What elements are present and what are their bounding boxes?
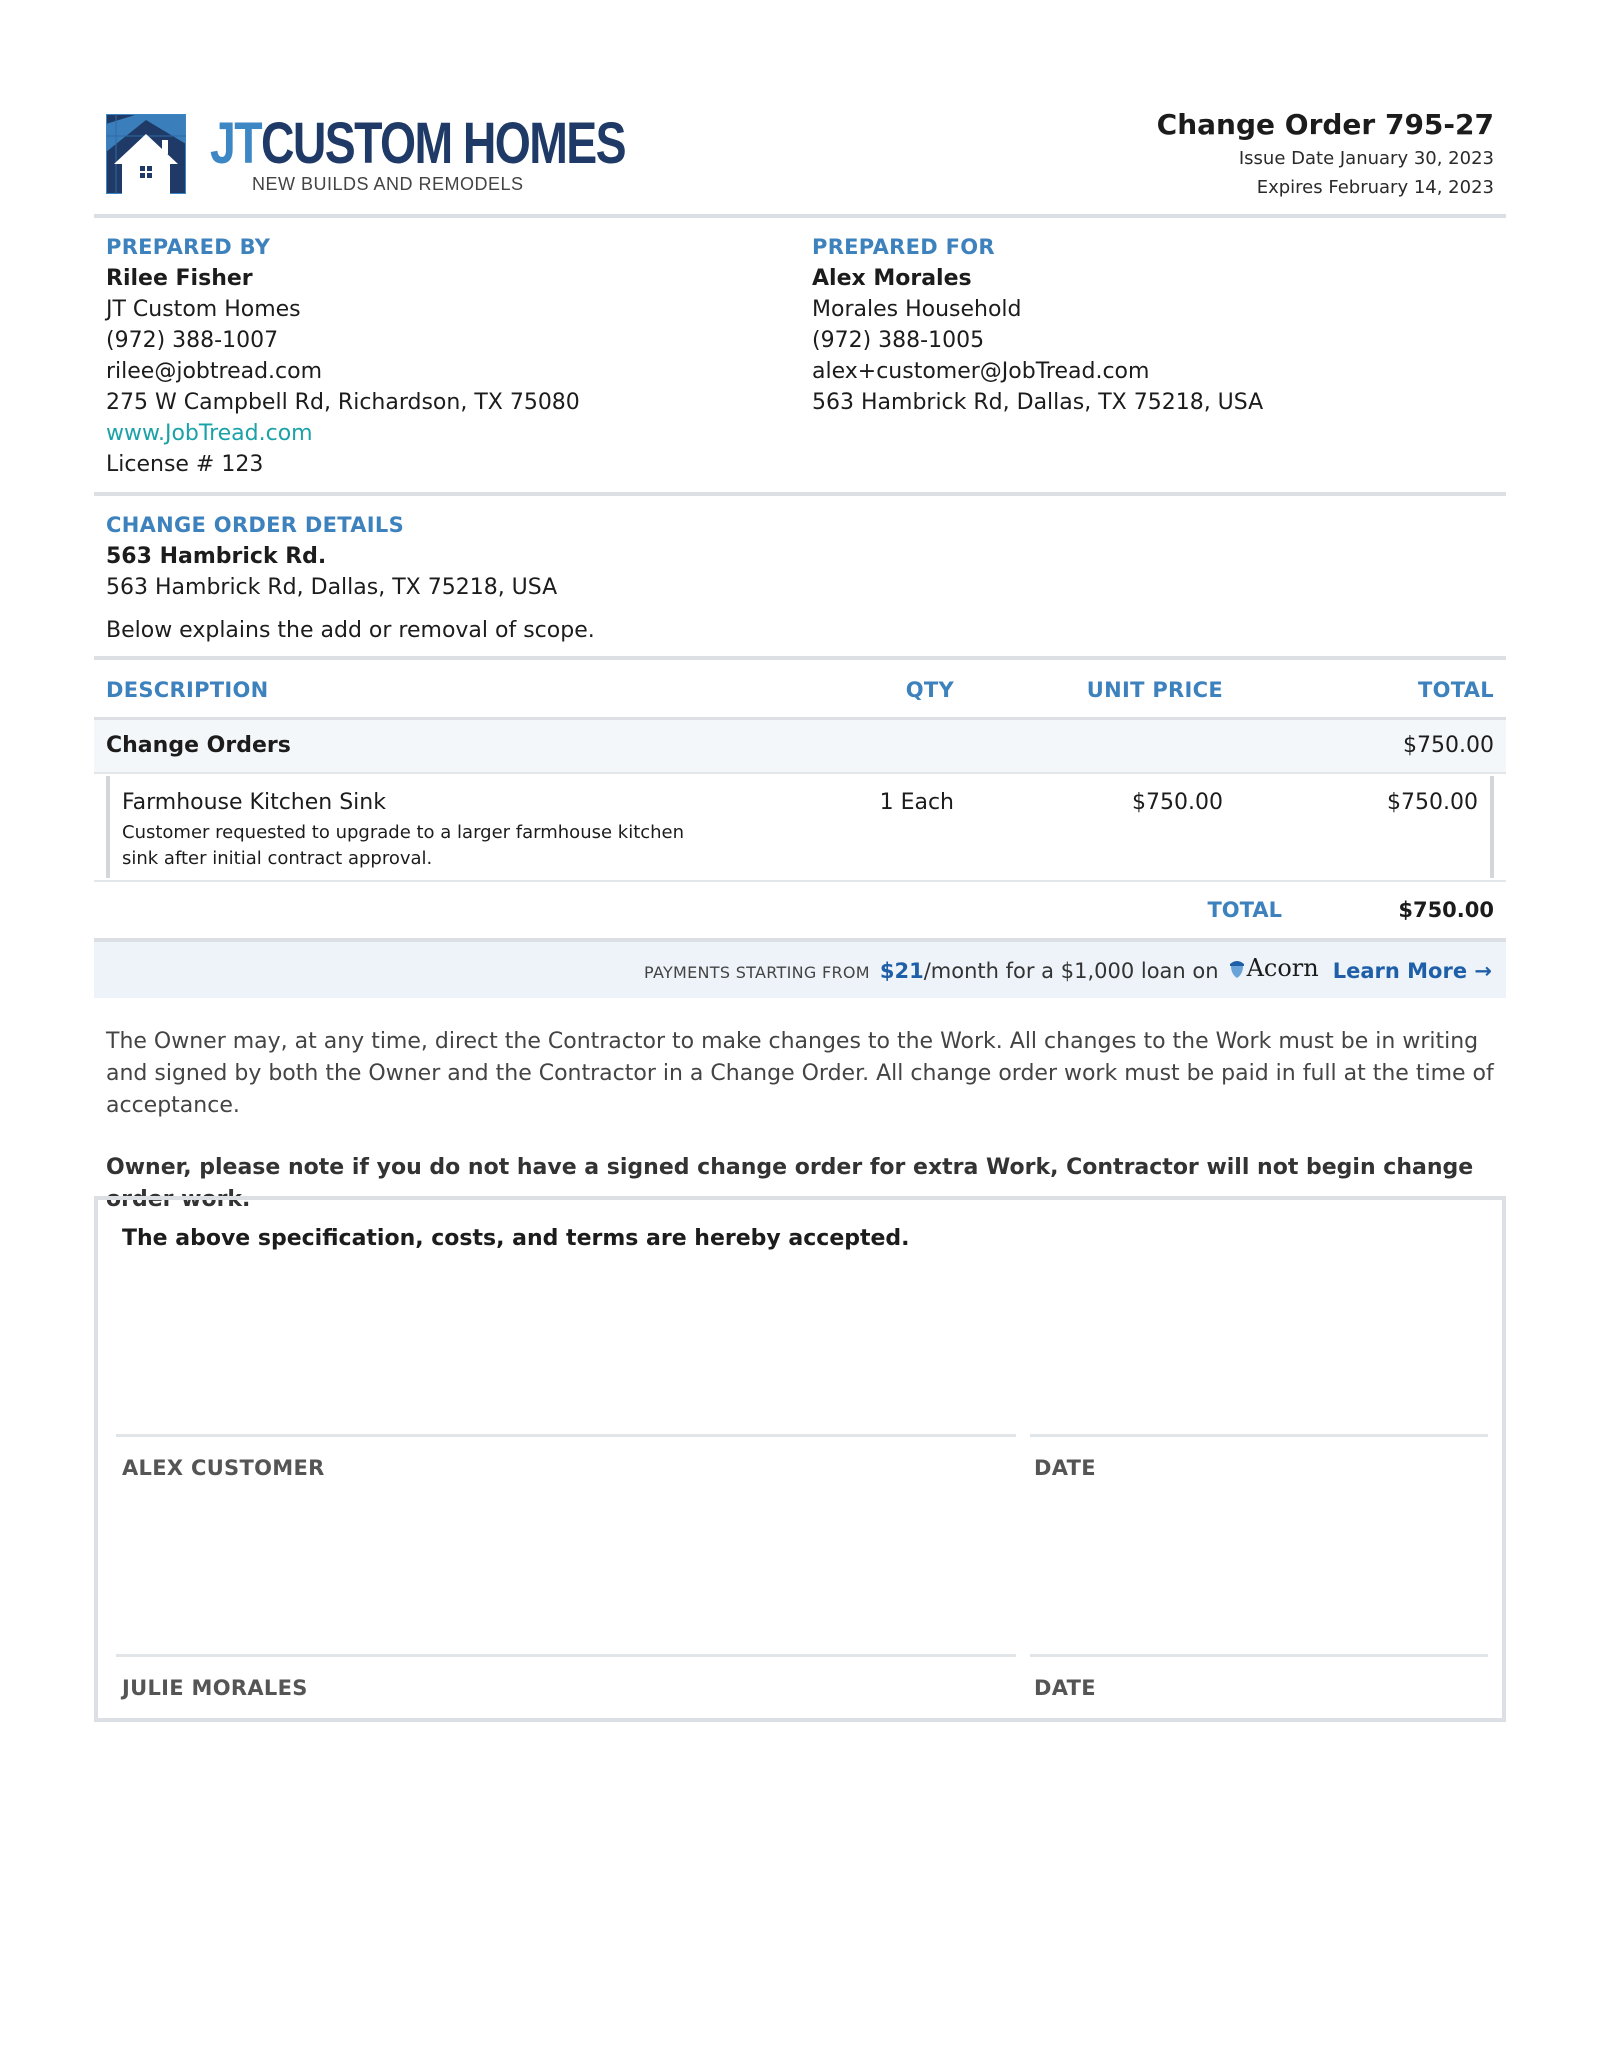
change-order-page	[94, 0, 1506, 1700]
details-description: Below explains the add or removal of scope.	[106, 618, 595, 643]
item-name: Farmhouse Kitchen Sink	[122, 790, 386, 815]
terms-paragraph: The Owner may, at any time, direct the Contractor to make changes to the Work. All changes to the Work must be in writing and signed by both the Owner and the Contractor in a Change Order. All change order work must be paid in full at the time of acceptance.	[106, 1029, 1494, 1118]
prepared-for-label: PREPARED FOR	[812, 235, 995, 259]
header-unit-price: UNIT PRICE	[1086, 678, 1223, 702]
learn-more-label: Learn More	[1332, 959, 1468, 983]
financing-content	[644, 954, 1492, 983]
company-name-highlight: JT	[210, 111, 261, 176]
group-total: $750.00	[1403, 733, 1494, 758]
date-label: DATE	[1034, 1676, 1096, 1700]
terms-section	[94, 998, 1506, 1216]
issue-date: Issue Date January 30, 2023	[1238, 148, 1494, 169]
prepared-for-block	[812, 232, 1263, 418]
acorn-name: Acorn	[1246, 954, 1319, 982]
total-value: $750.00	[1398, 898, 1494, 922]
signer-name: ALEX CUSTOMER	[122, 1456, 325, 1480]
project-address: 563 Hambrick Rd, Dallas, TX 75218, USA	[106, 575, 558, 600]
acorn-icon	[1229, 958, 1245, 978]
header-qty: QTY	[905, 678, 954, 702]
preparer-website-link[interactable]: www.JobTread.com	[106, 421, 313, 446]
company-name-rest: CUSTOM HOMES	[260, 111, 626, 176]
total-row	[94, 882, 1506, 942]
preparer-email: rilee@jobtread.com	[106, 359, 323, 384]
table-row	[94, 774, 1506, 882]
change-order-details	[94, 496, 1506, 660]
prepared-by-block	[106, 232, 580, 480]
customer-address: 563 Hambrick Rd, Dallas, TX 75218, USA	[812, 390, 1264, 415]
row-left-border	[106, 776, 110, 878]
header-description: DESCRIPTION	[106, 678, 269, 702]
preparer-address: 275 W Campbell Rd, Richardson, TX 75080	[106, 390, 580, 415]
acceptance-statement: The above specification, costs, and terms are hereby accepted.	[122, 1226, 910, 1251]
date-label: DATE	[1034, 1456, 1096, 1480]
arrow-right-icon: →	[1474, 959, 1492, 983]
customer-household: Morales Household	[812, 297, 1022, 322]
date-line[interactable]	[1030, 1654, 1488, 1657]
customer-name: Alex Morales	[812, 266, 972, 291]
table-header	[94, 660, 1506, 720]
item-total: $750.00	[1387, 790, 1478, 815]
total-label: TOTAL	[1207, 898, 1282, 922]
row-right-border	[1490, 776, 1494, 878]
customer-phone: (972) 388-1005	[812, 328, 985, 353]
header-total: TOTAL	[1417, 678, 1494, 702]
preparer-name: Rilee Fisher	[106, 266, 253, 291]
financing-offer	[880, 959, 1219, 983]
group-name: Change Orders	[106, 733, 291, 758]
expiration-date: Expires February 14, 2023	[1256, 177, 1494, 198]
company-name	[210, 112, 625, 176]
learn-more-link[interactable]	[1333, 959, 1492, 983]
details-label: CHANGE ORDER DETAILS	[106, 513, 405, 537]
financing-text: /month for a $1,000 loan on	[923, 959, 1219, 983]
company-tagline: NEW BUILDS AND REMODELS	[252, 174, 524, 194]
document-header	[94, 0, 1506, 218]
preparer-company: JT Custom Homes	[106, 297, 301, 322]
financing-banner	[94, 942, 1506, 998]
date-line[interactable]	[1030, 1434, 1488, 1437]
financing-prefix: PAYMENTS STARTING FROM	[644, 963, 870, 982]
signer-name: JULIE MORALES	[122, 1676, 308, 1700]
preparer-license: License # 123	[106, 452, 264, 477]
signature-line[interactable]	[116, 1654, 1016, 1657]
terms-note: Owner, please note if you do not have a signed change order for extra Work, Contractor will not begin change order work.	[106, 1155, 1474, 1212]
acorn-logo	[1229, 954, 1319, 982]
company-logo	[106, 111, 626, 198]
signature-line[interactable]	[116, 1434, 1016, 1437]
item-description: Customer requested to upgrade to a larger farmhouse kitchen sink after initial contract approval.	[122, 822, 685, 869]
document-title: Change Order 795-27	[1156, 108, 1494, 141]
prepared-by-label: PREPARED BY	[106, 235, 271, 259]
customer-email: alex+customer@JobTread.com	[812, 359, 1150, 384]
signature-box	[94, 1196, 1506, 1722]
project-name: 563 Hambrick Rd.	[106, 544, 327, 569]
financing-amount: $21	[879, 959, 924, 983]
house-logo-icon	[106, 114, 186, 194]
item-unit-price: $750.00	[1132, 790, 1223, 815]
item-qty: 1 Each	[879, 790, 954, 815]
preparer-phone: (972) 388-1007	[106, 328, 279, 353]
parties-section	[94, 218, 1506, 496]
group-row	[94, 720, 1506, 774]
